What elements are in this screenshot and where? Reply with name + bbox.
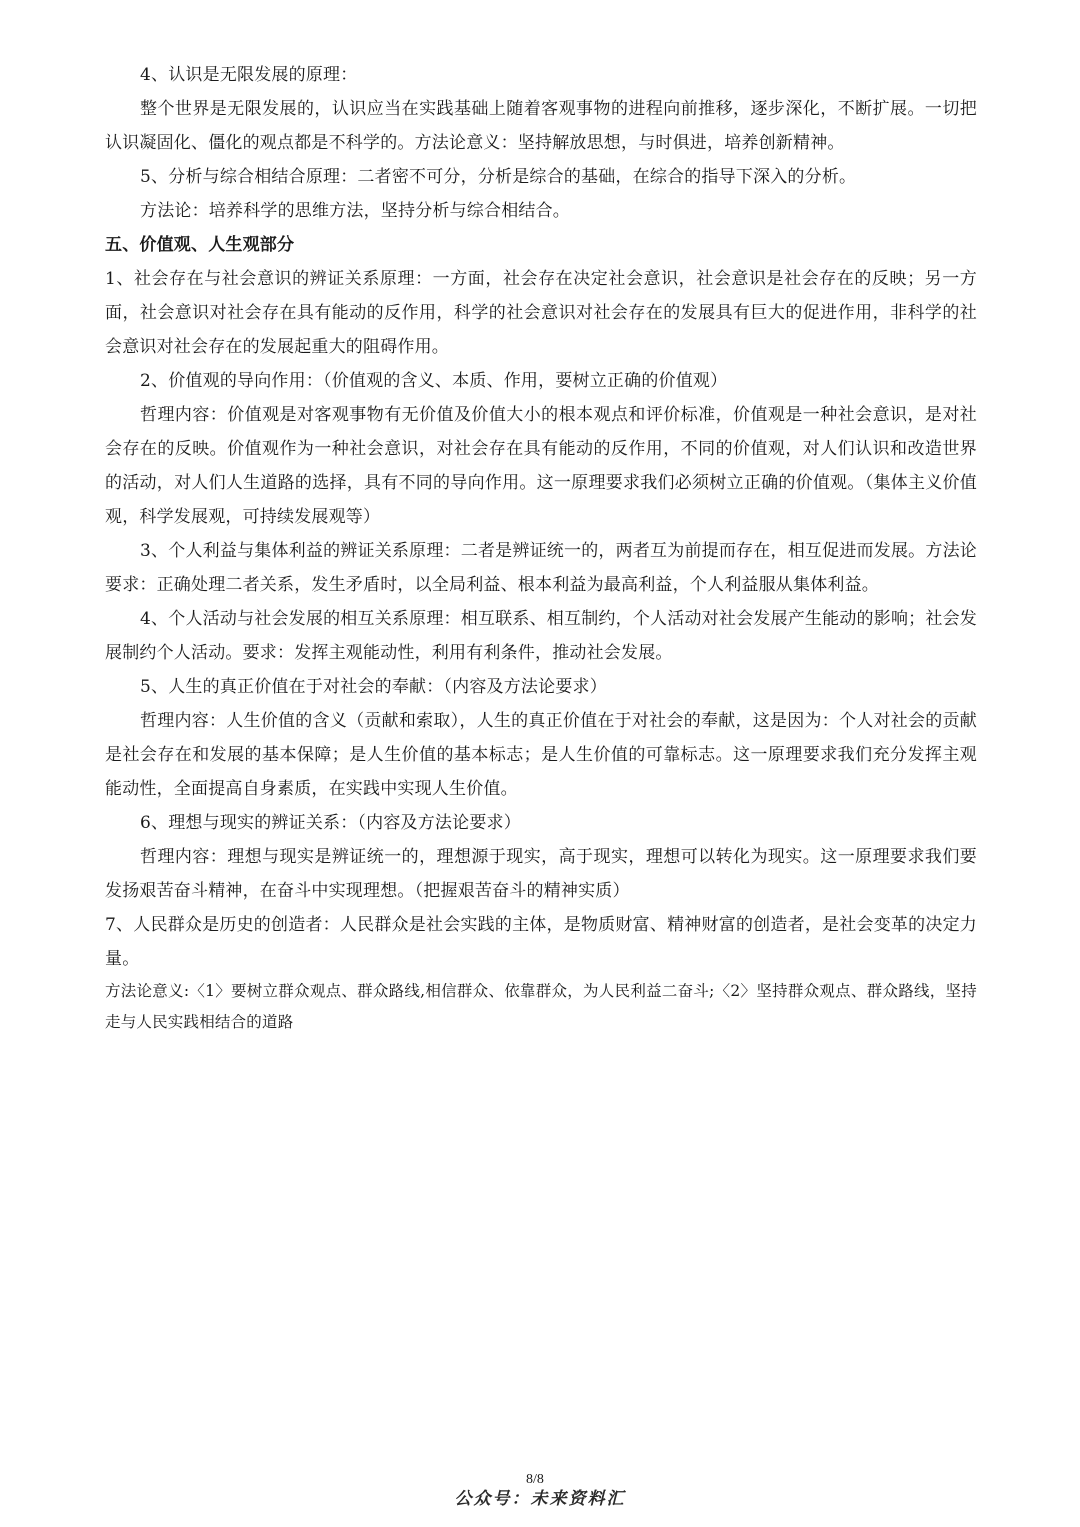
- principle-heading-5: 5、分析与综合相结合原理：二者密不可分，分析是综合的基础，在综合的指导下深入的分析。: [140, 167, 857, 187]
- paragraph: 6、理想与现实的辨证关系：（内容及方法论要求）: [140, 813, 521, 833]
- page-number: 8/8: [526, 1472, 544, 1487]
- paragraph: 2、价值观的导向作用：（价值观的含义、本质、作用，要树立正确的价值观）: [140, 371, 728, 391]
- paragraph: 4、个人活动与社会发展的相互关系原理：相互联系、相互制约，个人活动对社会发展产生能动的影响；社会发展制约个人活动。要求：发挥主观能动性，利用有利条件，推动社会发展。: [105, 609, 977, 663]
- paragraph: 整个世界是无限发展的，认识应当在实践基础上随着客观事物的进程向前推移，逐步深化，不断扩展。一切把认识凝固化、僵化的观点都是不科学的。方法论意义：坚持解放思想，与时俱进，培养创新精神。: [105, 99, 977, 153]
- paragraph: 哲理内容：人生价值的含义（贡献和索取），人生的真正价值在于对社会的奉献，这是因为：个人对社会的贡献是社会存在和发展的基本保障；是人生价值的基本标志；是人生价值的可靠标志。这一原理要求我们充分发挥主观能动性，全面提高自身素质，在实践中实现人生价值。: [105, 711, 977, 799]
- watermark: 公众号：未来资料汇: [454, 1489, 626, 1509]
- principle-heading-4: 4、认识是无限发展的原理：: [140, 65, 358, 85]
- paragraph: 方法论意义:〈1〉要树立群众观点、群众路线,相信群众、依靠群众，为人民利益二奋斗;〈2〉坚持群众观点、群众路线，坚持走与人民实践相结合的道路: [105, 982, 977, 1031]
- paragraph: 1、社会存在与社会意识的辨证关系原理：一方面，社会存在决定社会意识，社会意识是社会存在的反映；另一方面，社会意识对社会存在具有能动的反作用，科学的社会意识对社会存在的发展具有巨大的促进作用，非科学的社会意识对社会存在的发展起重大的阻碍作用。: [105, 269, 977, 357]
- page-footer: [0, 1472, 1080, 1514]
- paragraph: 5、人生的真正价值在于对社会的奉献：（内容及方法论要求）: [140, 677, 607, 697]
- section-heading: 五、价值观、人生观部分: [105, 235, 295, 255]
- paragraph: 3、个人利益与集体利益的辨证关系原理：二者是辨证统一的，两者互为前提而存在，相互促进而发展。方法论要求：正确处理二者关系，发生矛盾时，以全局利益、根本利益为最高利益，个人利益服从集体利益。: [105, 541, 977, 595]
- document-body: [105, 58, 977, 1038]
- paragraph: 哲理内容：理想与现实是辨证统一的，理想源于现实，高于现实，理想可以转化为现实。这一原理要求我们要发扬艰苦奋斗精神，在奋斗中实现理想。（把握艰苦奋斗的精神实质）: [105, 847, 977, 901]
- paragraph: 7、人民群众是历史的创造者：人民群众是社会实践的主体，是物质财富、精神财富的创造者，是社会变革的决定力量。: [105, 915, 977, 969]
- paragraph: 哲理内容：价值观是对客观事物有无价值及价值大小的根本观点和评价标准，价值观是一种社会意识，是对社会存在的反映。价值观作为一种社会意识，对社会存在具有能动的反作用，不同的价值观，对人们认识和改造世界的活动，对人们人生道路的选择，具有不同的导向作用。这一原理要求我们必须树立正确的价值观。（集体主义价值观，科学发展观，可持续发展观等）: [105, 405, 977, 527]
- paragraph: 方法论：培养科学的思维方法，坚持分析与综合相结合。: [140, 201, 570, 221]
